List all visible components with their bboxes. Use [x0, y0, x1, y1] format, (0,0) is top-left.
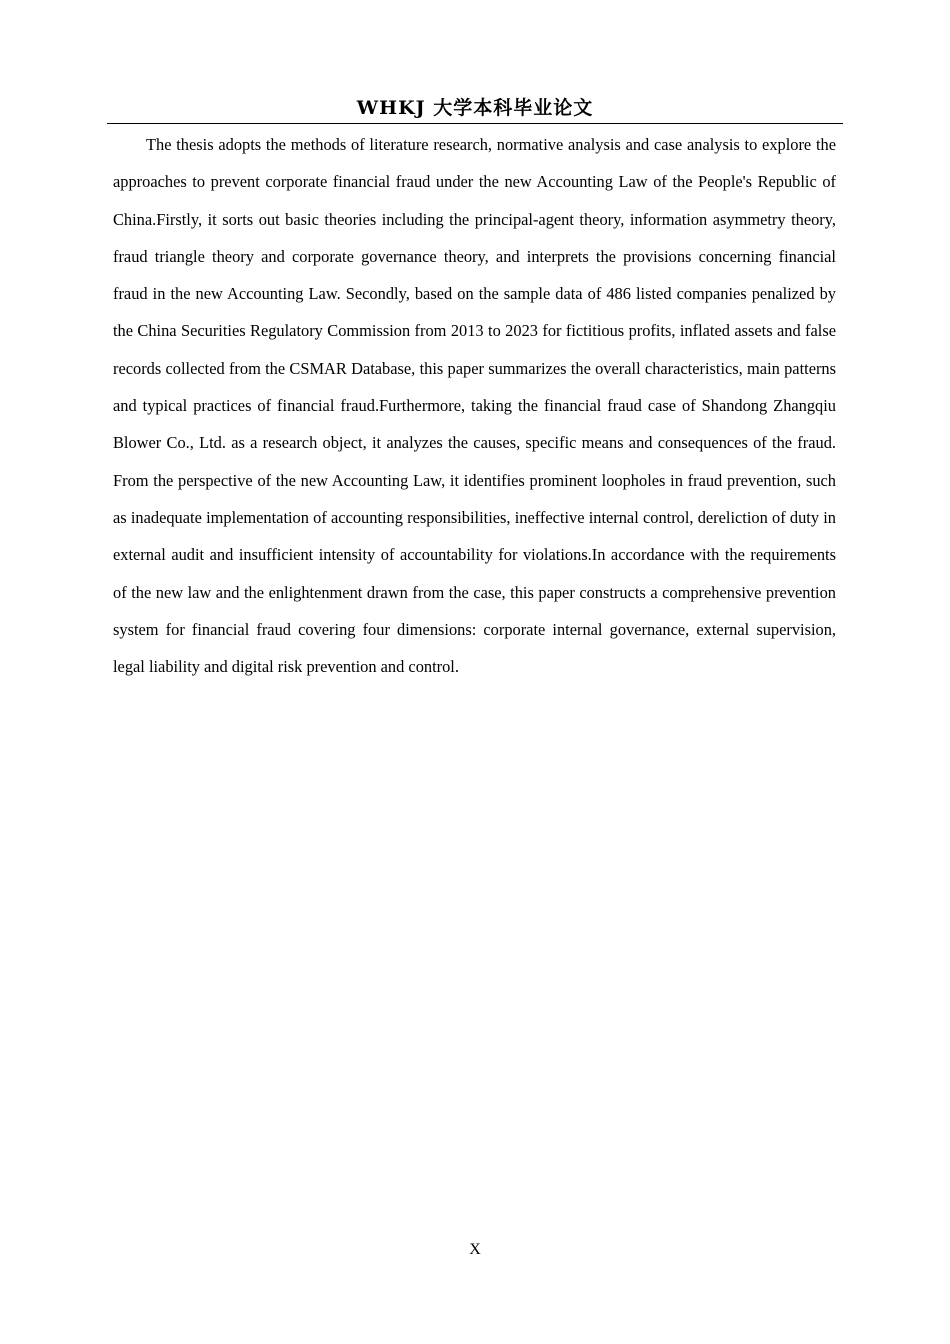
page-header: [107, 94, 843, 124]
abstract-paragraph: The thesis adopts the methods of literature research, normative analysis and case analysis to explore the approaches to prevent corporate financial fraud under the new Accounting Law of the People's Republic of China.Firstly, it sorts out basic theories including the principal-agent theory, information asymmetry theory, fraud triangle theory and corporate governance theory, and interprets the provisions concerning financial fraud in the new Accounting Law. Secondly, based on the sample data of 486 listed companies penalized by the China Securities Regulatory Commission from 2013 to 2023 for fictitious profits, inflated assets and false records collected from the CSMAR Database, this paper summarizes the overall characteristics, main patterns and typical practices of financial fraud.Furthermore, taking the financial fraud case of Shandong Zhangqiu Blower Co., Ltd. as a research object, it analyzes the causes, specific means and consequences of the fraud. From the perspective of the new Accounting Law, it identifies prominent loopholes in fraud prevention, such as inadequate implementation of accounting responsibilities, ineffective internal control, dereliction of duty in external audit and insufficient intensity of accountability for violations.In accordance with the requirements of the new law and the enlightenment drawn from the case, this paper constructs a comprehensive prevention system for financial fraud covering four dimensions: corporate internal governance, external supervision, legal liability and digital risk prevention and control.: [113, 135, 836, 677]
page-number: X: [469, 1241, 481, 1258]
header-title: WHKJ 大学本科毕业论文: [356, 97, 594, 119]
